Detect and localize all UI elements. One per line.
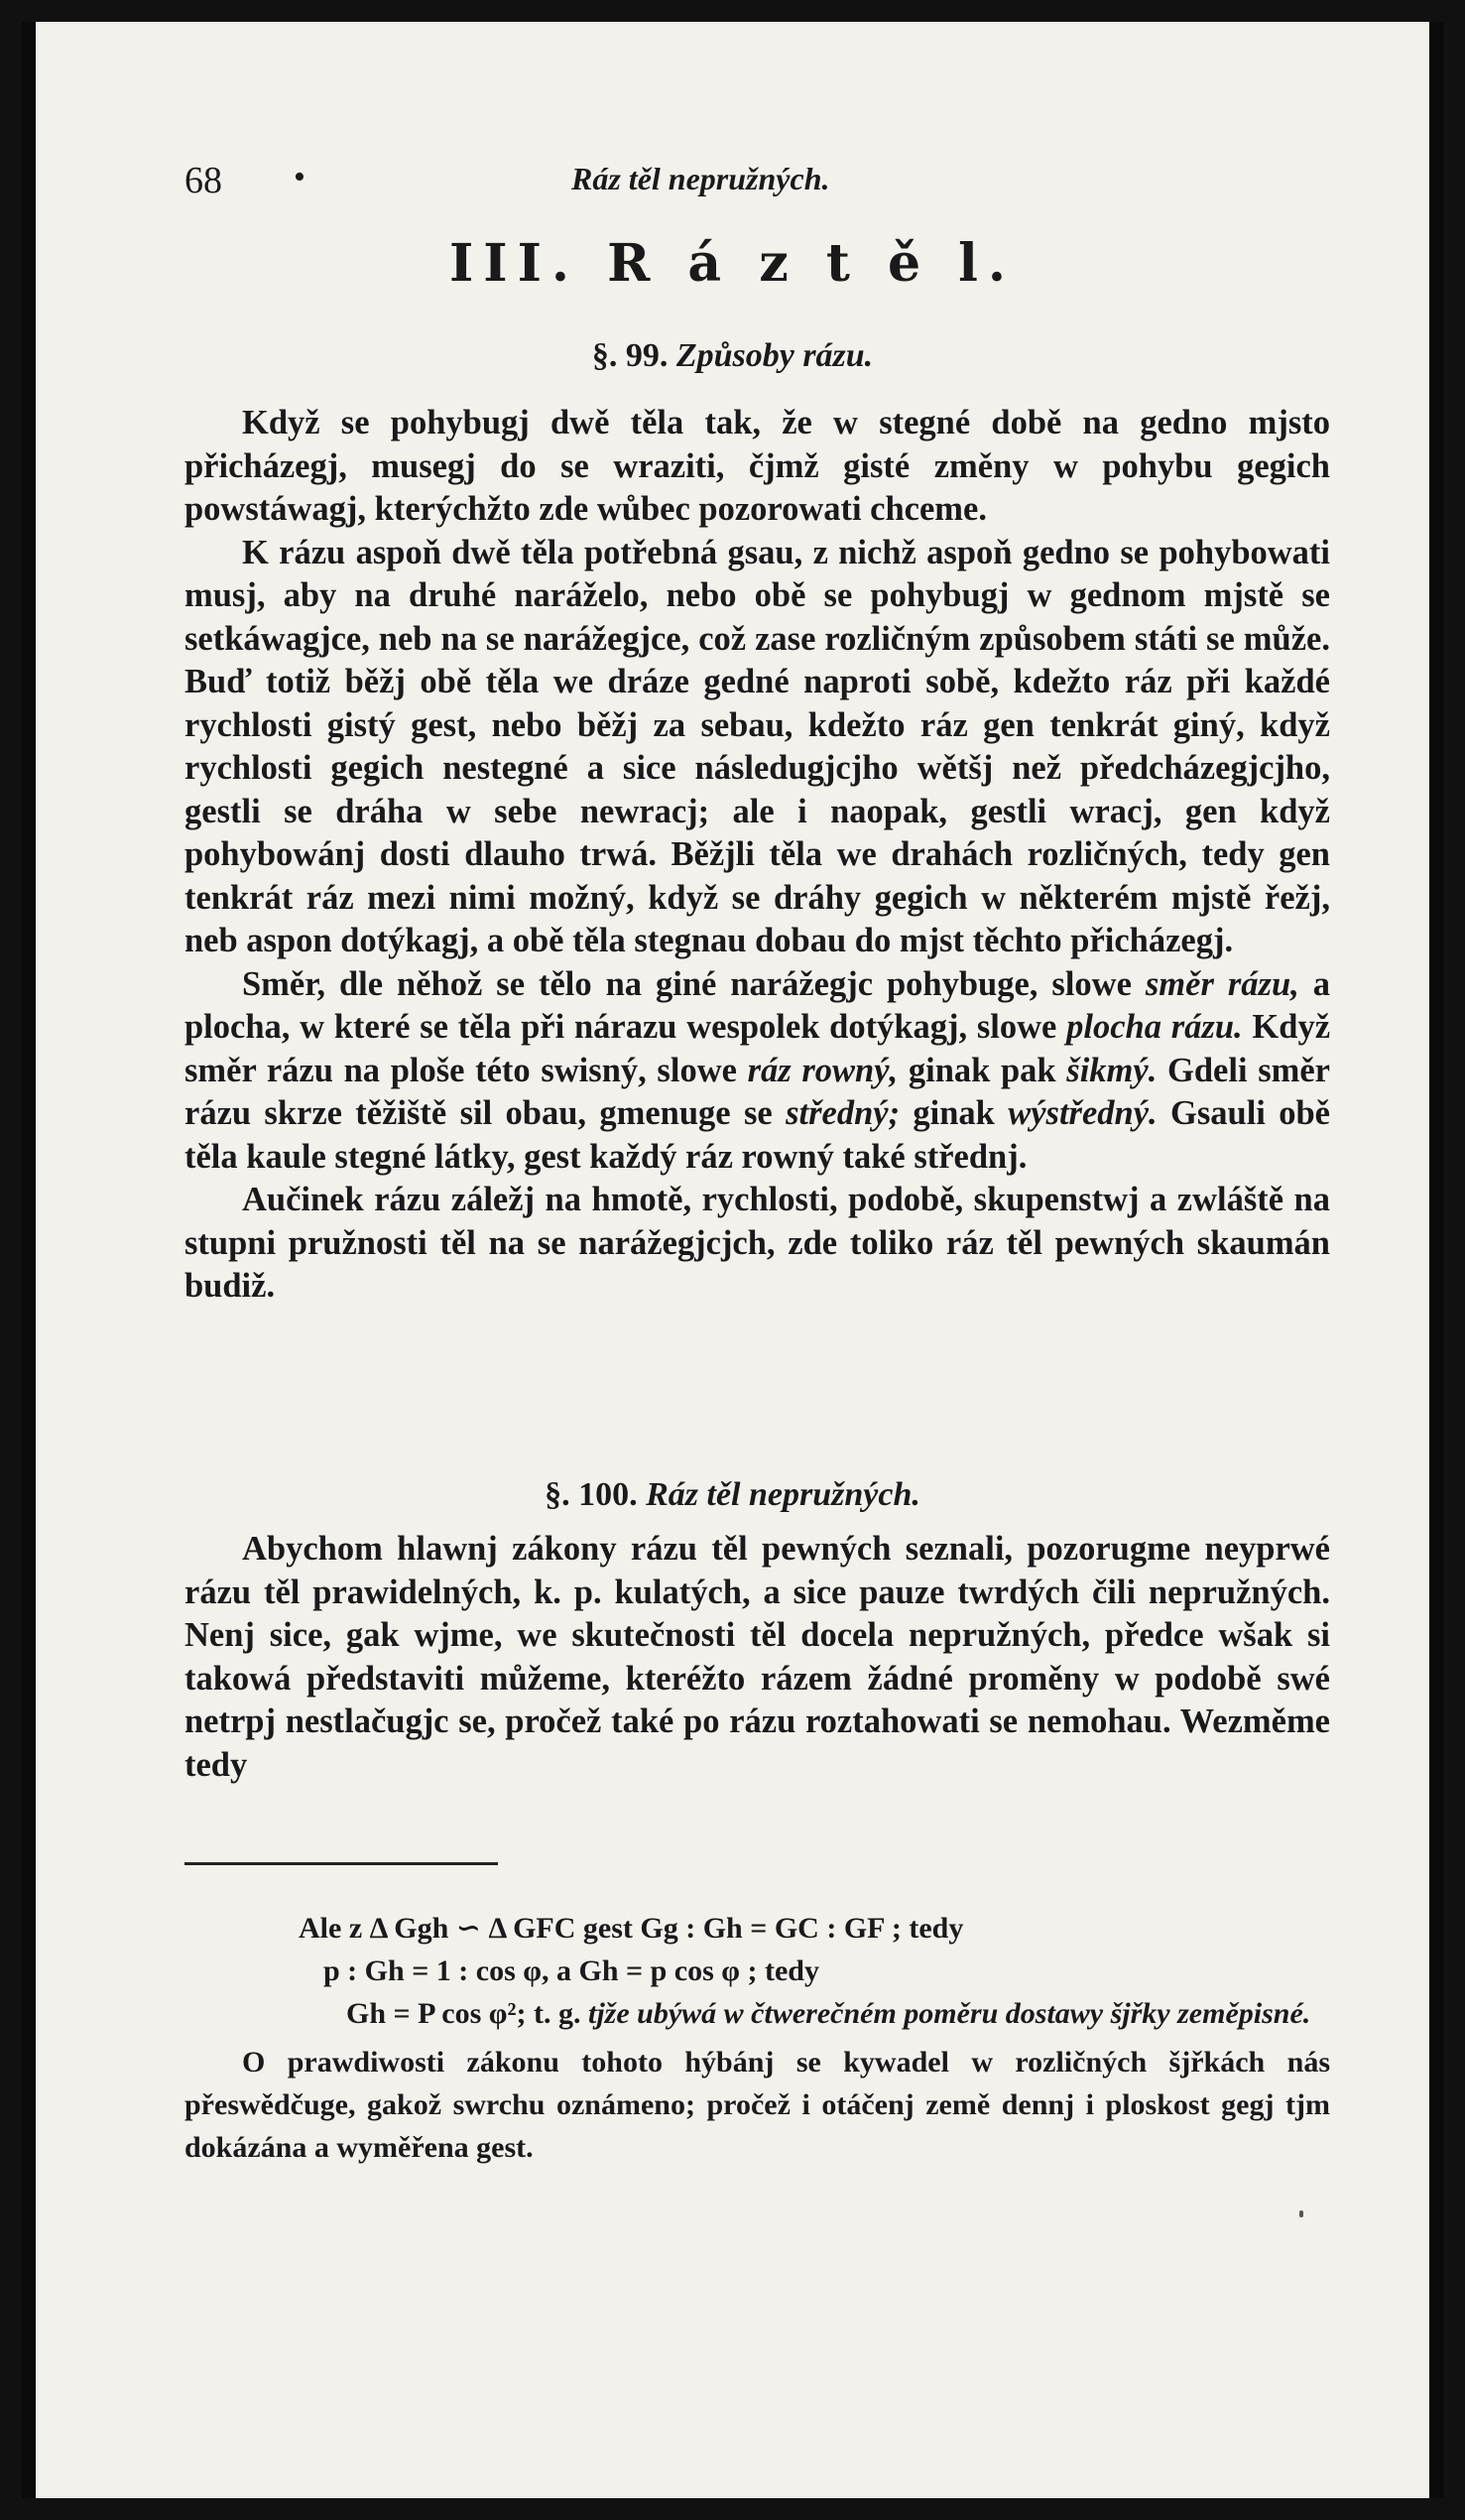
chapter-title: III. R á z t ě l. bbox=[448, 233, 1017, 294]
section-99-body bbox=[184, 402, 1330, 1309]
term-stredny: středný; bbox=[786, 1094, 901, 1132]
section-100-heading bbox=[0, 1476, 1465, 1514]
term-sikmy: šikmý. bbox=[1066, 1051, 1158, 1089]
paragraph-2: K rázu aspoň dwě těla potřebná gsau, z nichž aspoň gedno se pohybowati musj, aby na druhé naráželo, nebo obě se pohybugj w gednom mjstě se setkáwagjce, neb na se narážegjce, což zase rozličným způsobem státi se může. Buď totiž běžj obě těla we dráze gedné naproti sobě, kdežto ráz při každé rychlosti gistý gest, nebo běžj za sebau, kdežto ráz gen tenkrát giný, když rychlosti gegich nestegné a sice následugjcjho wětšj než předcházegjcjho, gestli se dráha w sebe newracj; ale i naopak, gestli wracj, gen když pohybowánj dosti dlauho trwá. Běžjli těla we drahách rozličných, tedy gen tenkrát ráz mezi nimi možný, když se dráhy gegich w některém mjstě řežj, neb aspon dotýkagj, a obě těla stegnau dobau do mjst těchto přicházegj. bbox=[184, 533, 1330, 959]
page-edge-left bbox=[22, 22, 36, 2498]
page-number: 68 bbox=[184, 160, 222, 201]
term-wystredny: wýstředný. bbox=[1008, 1094, 1158, 1132]
header-dot: • bbox=[294, 159, 305, 195]
section-99-name: Způsoby rázu. bbox=[675, 337, 874, 374]
footnote bbox=[184, 1907, 1330, 2169]
paragraph-3: Směr, dle něhož se tělo na giné narážegjc pohybuge, slowe směr rázu, a plocha, w které se těla při nárazu wespolek dotýkagj, slowe plocha rázu. Když směr rázu na ploše této swisný, slowe ráz rowný, ginak pak šikmý. Gdeli směr rázu skrze těžiště sil obau, gmenuge se středný; ginak wýstředný. Gsauli obě těla kaule stegné látky, gest každý ráz rowný také střednj. bbox=[184, 964, 1331, 1176]
footnote-line-1: Ale z Δ Ggh ∽ Δ GFC gest Gg : Gh = GC : GF ; tedy bbox=[299, 1912, 964, 1945]
term-raz-rowny: ráz rowný, bbox=[747, 1051, 899, 1089]
paper-speck bbox=[1299, 2210, 1303, 2217]
section-100-number: §. 100. bbox=[545, 1476, 638, 1513]
paragraph-5: Abychom hlawnj zákony rázu těl pewných seznali, pozorugme neyprwé rázu těl prawidelných, k. p. kulatých, a sice pauze twrdých čili nepružných. Nenj sice, gak wjme, we skutečnosti těl docela nepružných, předce wšak si takowá představiti můžeme, kteréžto rázem žádné proměny w podobě swé netrpj nestlačugjc se, pročež také po rázu roztahowati se nemohau. Wezměme tedy bbox=[184, 1530, 1330, 1784]
paragraph-4: Aučinek rázu záležj na hmotě, rychlosti, podobě, skupenstwj a zwláště na stupni pružnosti těl na se narážegjcjch, zde toliko ráz těl pewných skaumán budiž. bbox=[184, 1181, 1330, 1305]
footnote-line-2: p : Gh = 1 : cos φ, a Gh = p cos φ ; tedy bbox=[323, 1954, 819, 1987]
term-plocha-razu: plocha rázu. bbox=[1066, 1008, 1243, 1046]
section-99-number: §. 99. bbox=[591, 337, 669, 374]
page-edge-right bbox=[1429, 22, 1443, 2498]
section-100-name: Ráz těl nepružných. bbox=[646, 1476, 920, 1513]
term-smer-razu: směr rázu, bbox=[1145, 964, 1299, 1003]
section-100-body bbox=[184, 1528, 1330, 1787]
footnote-italic: tjže ubýwá w čtwerečném poměru dostawy šjřky zeměpisné. bbox=[587, 1997, 1311, 2030]
footnote-rule bbox=[184, 1862, 498, 1865]
paragraph-1: Když se pohybugj dwě těla tak, že w stegné době na gedno mjsto přicházegj, musegj do se wraziti, čjmž gisté změny w pohybu gegich powstáwagj, kterýchžto zde wůbec pozorowati chceme. bbox=[184, 404, 1330, 528]
footnote-paragraph: O prawdiwosti zákonu tohoto hýbánj se kywadel w rozličných šjřkách nás přeswědčuge, gakož swrchu oznámeno; pročež i otáčenj země dennj i ploskost gegj tjm dokázána a wyměřena gest. bbox=[184, 2046, 1330, 2164]
running-title: Ráz těl nepružných. bbox=[571, 161, 830, 196]
footnote-line-3: Gh = P cos φ²; t. g. tjže ubýwá w čtwerečném poměru dostawy šjřky zeměpisné. bbox=[346, 1997, 1311, 2030]
running-header bbox=[184, 159, 958, 218]
section-99-heading bbox=[0, 337, 1465, 375]
